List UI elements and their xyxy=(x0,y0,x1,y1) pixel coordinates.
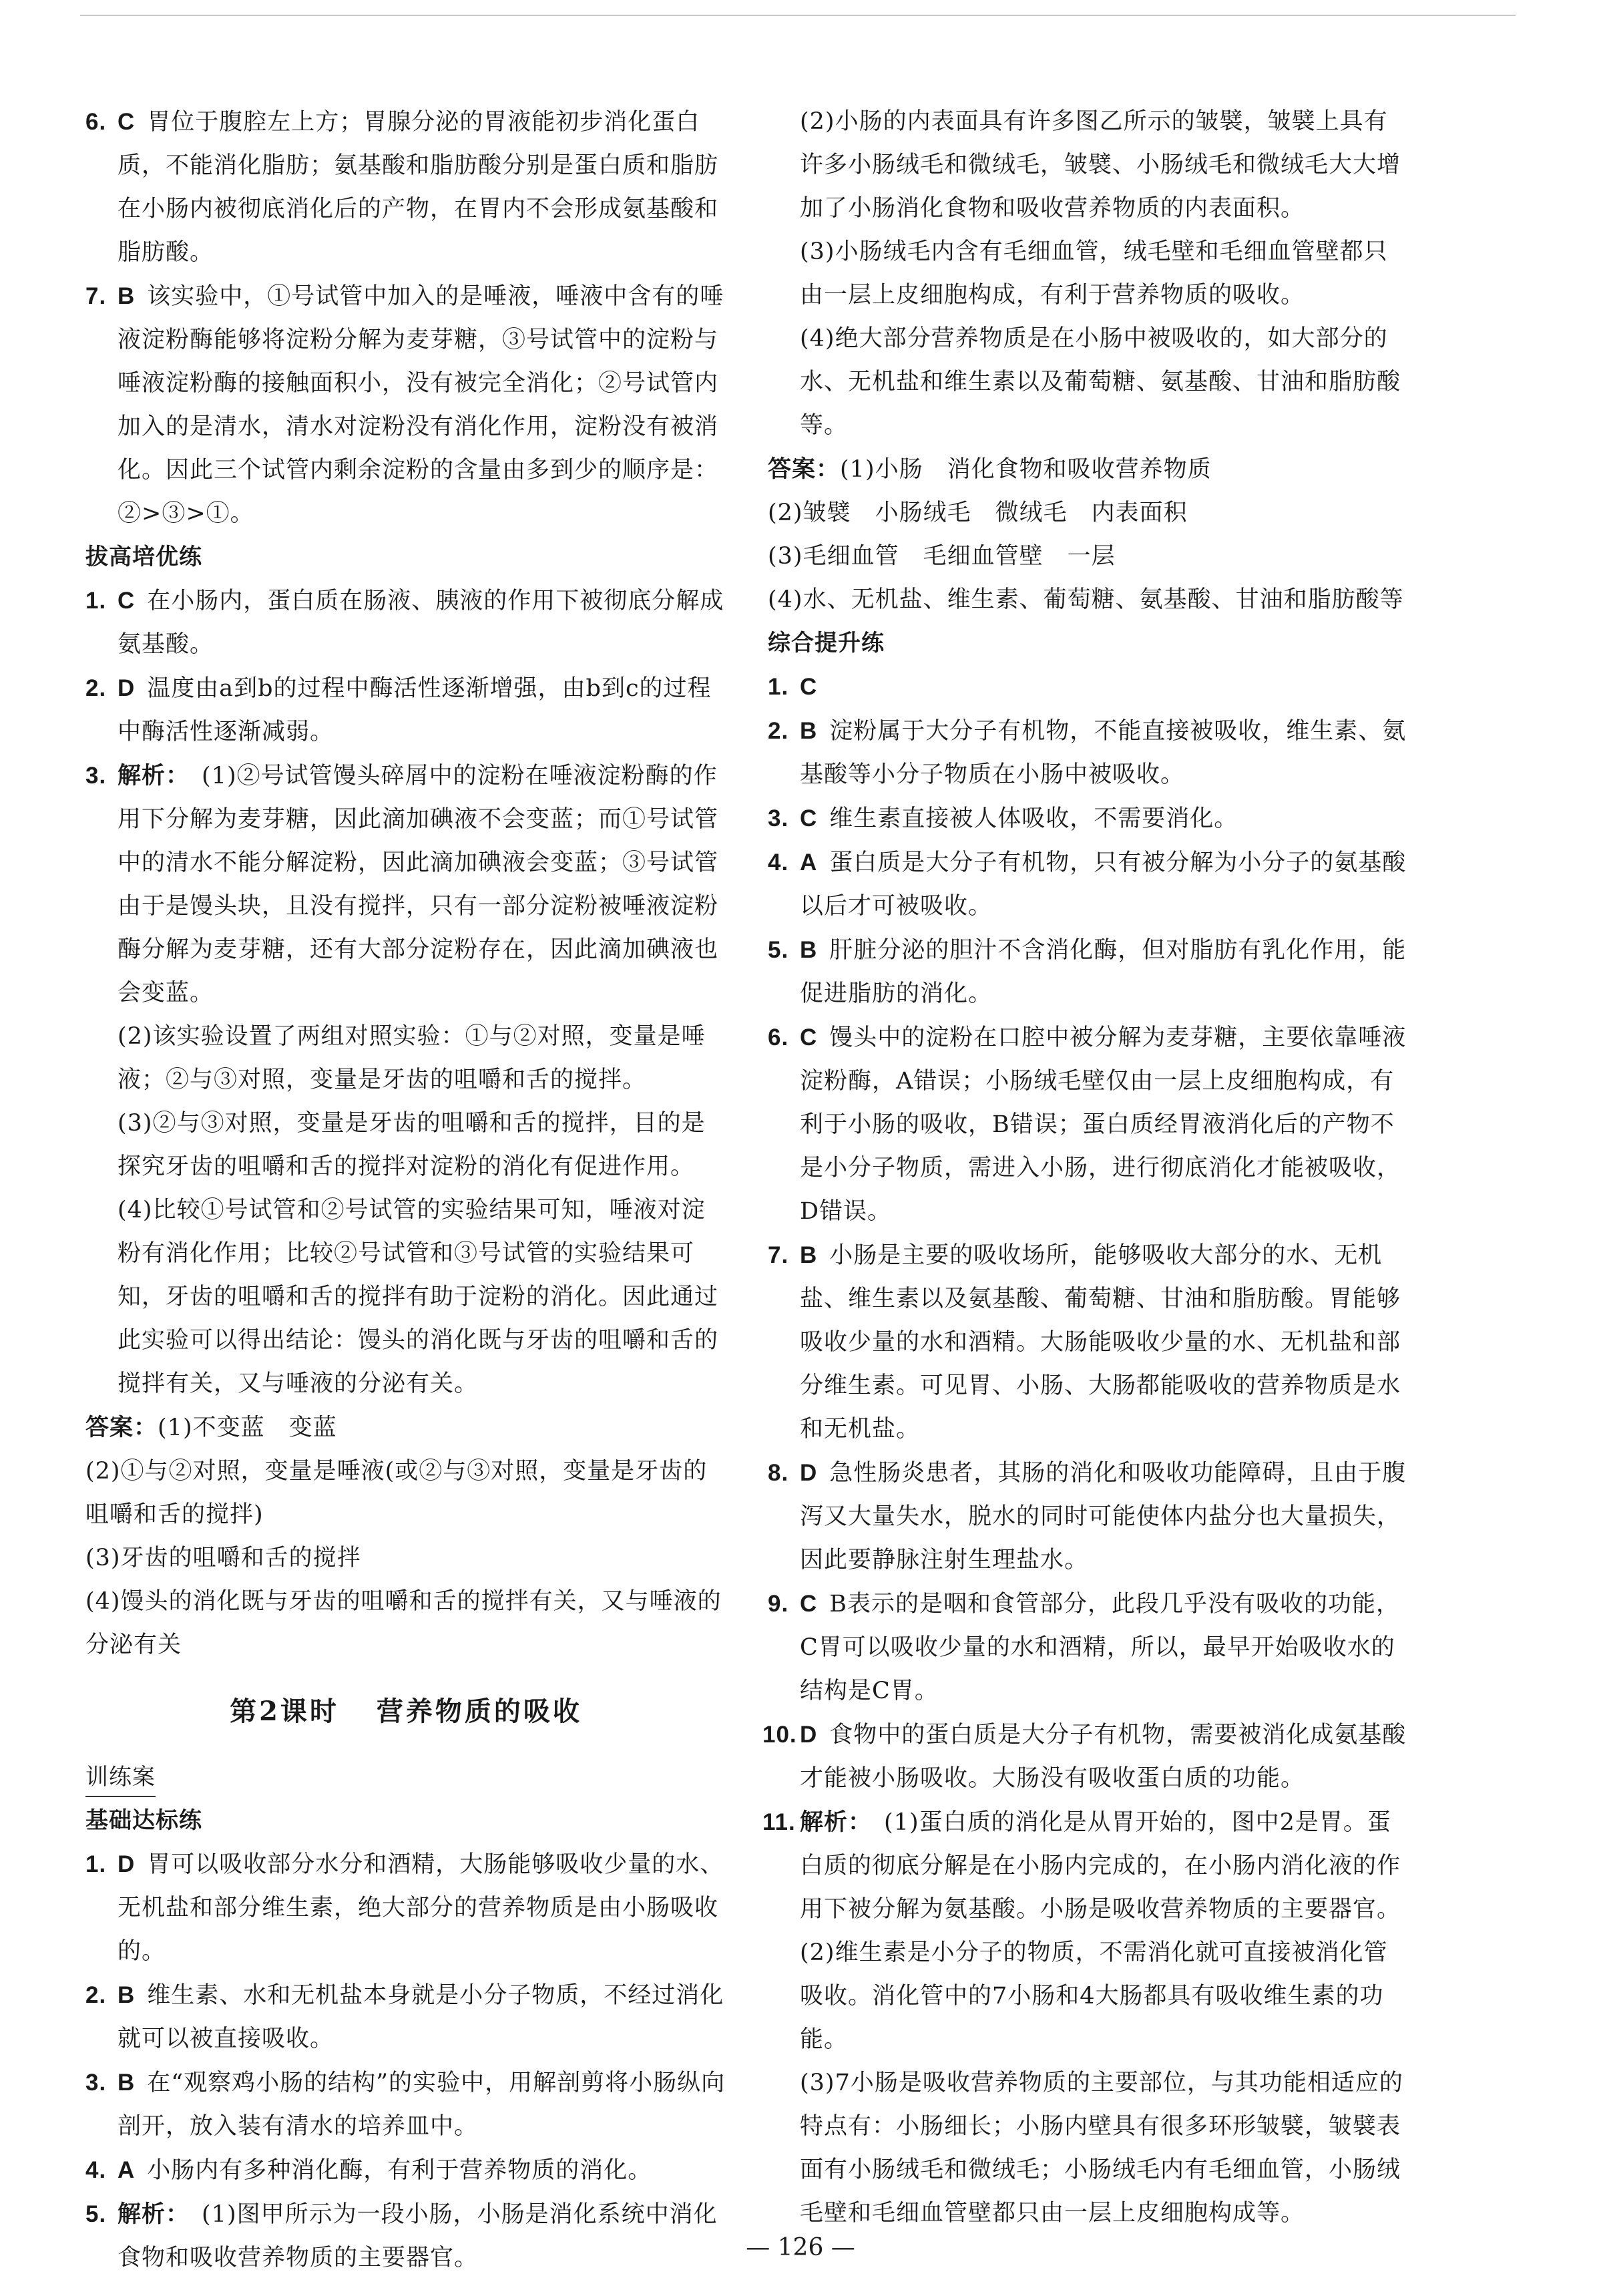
answer-item xyxy=(768,665,1409,709)
item-number: 6. xyxy=(768,1024,789,1050)
item-number: 6. xyxy=(85,109,107,135)
answer-line: (4)馒头的消化既与牙齿的咀嚼和舌的搅拌有关，又与唾液的分泌有关 xyxy=(85,1588,722,1658)
item-answer-letter: A xyxy=(800,849,818,876)
answer-item xyxy=(768,797,1409,841)
left-column xyxy=(85,100,726,2280)
section-heading: 基础达标练 xyxy=(85,1808,202,1833)
item-explanation: 急性肠炎患者，其肠的消化和吸收功能障碍，且由于腹泻又大量失水，脱水的同时可能使体内盐分也大量损失，因此要静脉注射生理盐水。 xyxy=(800,1460,1407,1573)
item-number: 10. xyxy=(762,1722,797,1748)
answer-item xyxy=(85,1973,726,2061)
right-column xyxy=(762,100,1409,2235)
answer-item xyxy=(85,1843,726,1973)
answer-label: 答案： xyxy=(85,1414,158,1441)
answer-item xyxy=(85,274,726,536)
item-explanation: 维生素直接被人体吸收，不需要消化。 xyxy=(829,805,1238,832)
item-answer-letter: C xyxy=(800,1024,818,1050)
item-answer-letter: B xyxy=(800,718,818,744)
explanation-paragraph: (4)绝大部分营养物质是在小肠中被吸收的，如大部分的水、无机盐和维生素以及葡萄糖、氨基酸、甘油和脂肪酸等。 xyxy=(800,325,1401,439)
item-number: 11. xyxy=(762,1809,796,1835)
item-number: 2. xyxy=(768,718,789,744)
item-answer-letter: D xyxy=(118,1851,136,1877)
item-number: 1. xyxy=(85,1851,107,1877)
item-answer-letter: 解析： xyxy=(800,1809,873,1835)
item-number: 7. xyxy=(85,283,107,309)
answer-item xyxy=(85,2148,726,2192)
training-case-label: 训练案 xyxy=(85,1758,156,1797)
item-answer-letter: B xyxy=(118,1982,136,2008)
explanation-paragraph: (3)②与③对照，变量是牙齿的咀嚼和舌的搅拌，目的是探究牙齿的咀嚼和舌的搅拌对淀粉的消化有促进作用。 xyxy=(118,1110,706,1180)
item-explanation: 小肠内有多种消化酶，有利于营养物质的消化。 xyxy=(147,2157,652,2184)
lesson-number: 第2课时 xyxy=(230,1696,339,1727)
lesson-title xyxy=(85,1690,726,1733)
answer-line: (4)水、无机盐、维生素、葡萄糖、氨基酸、甘油和脂肪酸等 xyxy=(768,586,1404,613)
answer-item xyxy=(85,579,726,666)
answer-item xyxy=(768,841,1409,928)
answer-label: 答案： xyxy=(768,456,841,482)
item-explanation: 胃可以吸收部分水分和酒精，大肠能够吸收少量的水、无机盐和部分维生素，绝大部分的营养物质是由小肠吸收的。 xyxy=(118,1851,724,1965)
answer-item xyxy=(85,100,726,274)
answer-item xyxy=(768,1451,1409,1582)
answer-item xyxy=(762,1800,1409,1931)
item-answer-letter: D xyxy=(800,1722,818,1748)
item-explanation: 小肠是主要的吸收场所，能够吸收大部分的水、无机盐、维生素以及氨基酸、葡萄糖、甘油和脂肪酸。胃能够吸收少量的水和酒精。大肠能吸收少量的水、无机盐和部分维生素。可见胃、小肠、大肠都能吸收的营养物质是水和无机盐。 xyxy=(800,1242,1401,1443)
item-answer-letter: 解析： xyxy=(118,763,190,789)
item-explanation: 该实验中，①号试管中加入的是唾液，唾液中含有的唾液淀粉酶能够将淀粉分解为麦芽糖，③号试管中的淀粉与唾液淀粉酶的接触面积小，没有被完全消化；②号试管内加入的是清水，清水对淀粉没有消化作用，淀粉没有被消化。因此三个试管内剩余淀粉的含量由多到少的顺序是：②>③>①。 xyxy=(118,283,724,527)
answer-item xyxy=(768,709,1409,797)
item-number: 2. xyxy=(85,675,107,701)
item-number: 7. xyxy=(768,1242,789,1268)
item-number: 1. xyxy=(768,674,789,700)
answer-line: (3)毛细血管 毛细血管壁 一层 xyxy=(768,543,1116,570)
item-number: 2. xyxy=(85,1982,107,2008)
item-number: 4. xyxy=(768,849,789,876)
explanation-paragraph: (2)该实验设置了两组对照实验：①与②对照，变量是唾液；②与③对照，变量是牙齿的咀嚼和舌的搅拌。 xyxy=(118,1023,706,1093)
explanation-paragraph: (4)比较①号试管和②号试管的实验结果可知，唾液对淀粉有消化作用；比较②号试管和③号试管的实验结果可知，牙齿的咀嚼和舌的搅拌有助于淀粉的消化。因此通过此实验可以得出结论：馒头的消化既与牙齿的咀嚼和舌的搅拌有关，又与唾液的分泌有关。 xyxy=(118,1197,719,1397)
page-number: — 126 — xyxy=(746,2234,855,2261)
item-answer-letter: C xyxy=(800,805,818,831)
item-explanation: 蛋白质是大分子有机物，只有被分解为小分子的氨基酸以后才可被吸收。 xyxy=(800,849,1407,920)
item-explanation: 肝脏分泌的胆汁不含消化酶，但对脂肪有乳化作用，能促进脂肪的消化。 xyxy=(800,937,1407,1007)
header-rule xyxy=(80,15,1516,16)
item-explanation: 在小肠内，蛋白质在肠液、胰液的作用下被彻底分解成氨基酸。 xyxy=(118,588,724,658)
explanation-paragraph: (2)小肠的内表面具有许多图乙所示的皱襞，皱襞上具有许多小肠绒毛和微绒毛，皱襞、小肠绒毛和微绒毛大大增加了小肠消化食物和吸收营养物质的内表面积。 xyxy=(800,108,1401,222)
item-number: 3. xyxy=(85,2070,107,2096)
item-explanation: 食物中的蛋白质是大分子有机物，需要被消化成氨基酸才能被小肠吸收。大肠没有吸收蛋白质的功能。 xyxy=(800,1722,1407,1792)
item-explanation: 淀粉属于大分子有机物，不能直接被吸收，维生素、氨基酸等小分子物质在小肠中被吸收。 xyxy=(800,718,1407,788)
item-explanation: (1)蛋白质的消化是从胃开始的，图中2是胃。蛋白质的彻底分解是在小肠内完成的，在小肠内消化液的作用下被分解为氨基酸。小肠是吸收营养物质的主要器官。 xyxy=(800,1809,1401,1923)
item-explanation: B表示的是咽和食管部分，此段几乎没有吸收的功能，C胃可以吸收少量的水和酒精，所以，最早开始吸收水的结构是C胃。 xyxy=(800,1591,1401,1704)
item-explanation: 维生素、水和无机盐本身就是小分子物质，不经过消化就可以被直接吸收。 xyxy=(118,1982,724,2052)
section-heading: 综合提升练 xyxy=(768,630,885,656)
explanation-paragraph: (3)小肠绒毛内含有毛细血管，绒毛壁和毛细血管壁都只由一层上皮细胞构成，有利于营养物质的吸收。 xyxy=(800,238,1388,309)
answer-line: (3)牙齿的咀嚼和舌的搅拌 xyxy=(85,1545,361,1571)
item-answer-letter: B xyxy=(800,1242,818,1268)
answer-item xyxy=(768,1582,1409,1713)
answer-item xyxy=(762,1713,1409,1800)
item-answer-letter: 解析： xyxy=(118,2201,190,2227)
answer-item xyxy=(85,2061,726,2148)
item-number: 1. xyxy=(85,588,107,614)
answer-item xyxy=(85,666,726,754)
item-answer-letter: D xyxy=(800,1460,818,1486)
item-answer-letter: A xyxy=(118,2157,136,2183)
item-number: 4. xyxy=(85,2157,107,2183)
item-answer-letter: C xyxy=(800,674,818,700)
answer-text: (1)不变蓝 变蓝 xyxy=(158,1414,337,1441)
answer-line xyxy=(768,447,1409,492)
item-explanation: 温度由a到b的过程中酶活性逐渐增强，由b到c的过程中酶活性逐渐减弱。 xyxy=(118,675,712,745)
answer-item xyxy=(768,1233,1409,1451)
item-explanation: 在“观察鸡小肠的结构”的实验中，用解剖剪将小肠纵向剖开，放入装有清水的培养皿中。 xyxy=(118,2070,726,2140)
item-number: 5. xyxy=(85,2201,107,2227)
explanation-paragraph: (3)7小肠是吸收营养物质的主要部位，与其功能相适应的特点有：小肠细长；小肠内壁具有很多环形皱襞，皱襞表面有小肠绒毛和微绒毛；小肠绒毛内有毛细血管，小肠绒毛壁和毛细血管壁都只由一层上皮细胞构成等。 xyxy=(800,2070,1403,2227)
item-number: 5. xyxy=(768,937,789,963)
lesson-name: 营养物质的吸收 xyxy=(376,1696,582,1727)
item-answer-letter: C xyxy=(118,588,136,614)
item-number: 3. xyxy=(85,763,107,789)
item-answer-letter: C xyxy=(800,1591,818,1617)
section-heading: 拔高培优练 xyxy=(85,544,202,570)
item-answer-letter: B xyxy=(118,2070,136,2096)
answer-line: (2)①与②对照，变量是唾液(或②与③对照，变量是牙齿的咀嚼和舌的搅拌) xyxy=(85,1458,708,1528)
item-answer-letter: C xyxy=(118,109,136,135)
item-explanation: (1)图甲所示为一段小肠，小肠是消化系统中消化食物和吸收营养物质的主要器官。 xyxy=(118,2201,718,2271)
item-answer-letter: B xyxy=(800,937,818,963)
explanation-paragraph: (2)维生素是小分子的物质，不需消化就可直接被消化管吸收。消化管中的7小肠和4大肠都具有吸收维生素的功能。 xyxy=(800,1939,1388,2053)
answer-item xyxy=(85,754,726,1015)
item-explanation: (1)②号试管馒头碎屑中的淀粉在唾液淀粉酶的作用下分解为麦芽糖，因此滴加碘液不会变蓝；而①号试管中的清水不能分解淀粉，因此滴加碘液会变蓝；③号试管由于是馒头块，且没有搅拌，只有一部分淀粉被唾液淀粉酶分解为麦芽糖，还有大部分淀粉存在，因此滴加碘液也会变蓝。 xyxy=(118,763,719,1006)
item-explanation: 馒头中的淀粉在口腔中被分解为麦芽糖，主要依靠唾液淀粉酶，A错误；小肠绒毛壁仅由一层上皮细胞构成，有利于小肠的吸收，B错误；蛋白质经胃液消化后的产物不是小分子物质，需进入小肠，进行彻底消化才能被吸收，D错误。 xyxy=(800,1024,1407,1225)
answer-line xyxy=(85,1406,726,1450)
answer-text: (1)小肠 消化食物和吸收营养物质 xyxy=(840,456,1212,483)
item-answer-letter: B xyxy=(118,283,136,309)
item-number: 9. xyxy=(768,1591,789,1617)
train-label-wrap xyxy=(85,1756,726,1799)
item-number: 3. xyxy=(768,805,789,831)
answer-line: (2)皱襞 小肠绒毛 微绒毛 内表面积 xyxy=(768,500,1188,526)
answer-item xyxy=(768,1016,1409,1233)
item-answer-letter: D xyxy=(118,675,136,701)
item-number: 8. xyxy=(768,1460,789,1486)
item-explanation: 胃位于腹腔左上方；胃腺分泌的胃液能初步消化蛋白质，不能消化脂肪；氨基酸和脂肪酸分别是蛋白质和脂肪在小肠内被彻底消化后的产物，在胃内不会形成氨基酸和脂肪酸。 xyxy=(118,109,719,266)
answer-item xyxy=(768,928,1409,1016)
